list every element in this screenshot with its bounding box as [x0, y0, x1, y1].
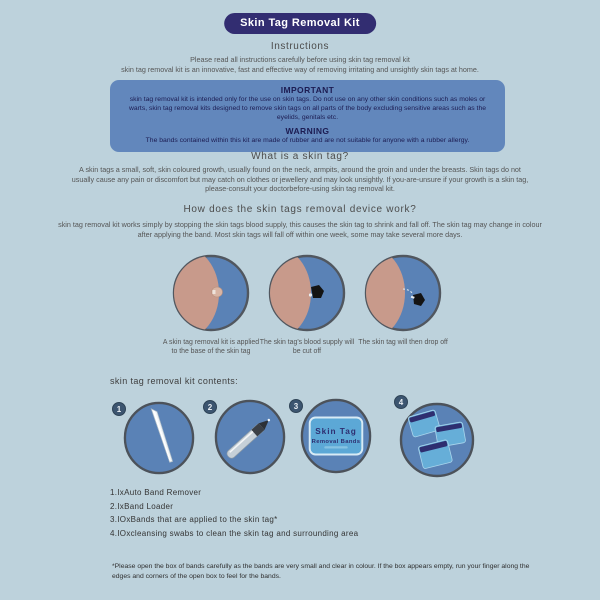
important-heading: IMPORTANT: [280, 85, 335, 95]
step-2-caption: The skin tag's blood supply will be cut off: [259, 339, 355, 355]
important-text: skin tag removal kit is intended only for the use on skin tags. Do not use on any other skin conditions such as moles or warts, skin tag removal kits designed to remove skin tags on all parts of the body excluding sensitive areas such as the eyelids, genitals etc.: [128, 96, 487, 121]
removal-bands-box-icon: [299, 397, 373, 475]
warning-text: The bands contained within this kit are made of rubber and are not suitable for anyone with a rubber allergy.: [145, 137, 470, 145]
auto-band-remover-icon: [122, 400, 196, 476]
contents-list: [110, 486, 358, 540]
contents-heading: skin tag removal kit contents:: [110, 376, 239, 386]
how-works-paragraph: skin tag removal kit works simply by stopping the skin tags blood supply, this causes the skin tag to shrink and fall off. The skin tag may change in colour after applying the band. Most skin tags will fall off within one week, some may take several more days.: [58, 220, 542, 239]
instructions-heading: Instructions: [270, 41, 330, 52]
kit-item-4: [390, 395, 476, 479]
contents-list-item-4: 4.IOxcleansing swabs to clean the skin tag and surrounding area: [110, 528, 359, 538]
step-2: [259, 253, 355, 357]
contents-list-item-3: 3.IOxBands that are applied to the skin tag*: [110, 515, 278, 524]
what-is-paragraph: A skin tags a small, soft, skin coloured growth, usually found on the neck, armpits, around the groin and under the breasts. Skin tags do not usually cause any pain or discomfort but may catch on clothes or jewellery and may look unsightly. If you-are-unsure if your growth is a skin tag, please-consult your doctorbefore-using skin tag removal kit.: [71, 165, 529, 194]
intro-line-2: skin tag removal kit is an innovative, fast and effective way of removing irritating and unsightly skin tags at home.: [121, 64, 479, 74]
step-3-caption: The skin tag will then drop off: [358, 339, 448, 346]
kit-item-3: [289, 397, 373, 475]
bands-box-title: Skin Tag: [315, 427, 357, 437]
what-is-heading: What is a skin tag?: [251, 151, 349, 162]
step-1-skin-illustration-icon: [171, 253, 251, 333]
band-loader-icon: [213, 398, 287, 476]
item-1-number-badge: 1: [112, 402, 126, 416]
item-3-number-badge: 3: [289, 399, 303, 413]
item-4-number-badge: 4: [394, 395, 408, 409]
contents-list-item-1: 1.IxAuto Band Remover: [110, 488, 202, 497]
step-1: [163, 253, 259, 357]
how-works-heading: How does the skin tags removal device work?: [183, 204, 417, 215]
step-3: [355, 253, 451, 357]
kit-item-1: [112, 400, 196, 476]
warning-heading: WARNING: [285, 126, 330, 137]
item-2-number-badge: 2: [203, 400, 217, 414]
important-warning-box: [110, 80, 505, 152]
intro-paragraph: [55, 55, 545, 74]
step-2-skin-illustration-icon: [267, 253, 347, 333]
kit-item-2: [203, 398, 287, 476]
footnote: *Please open the box of bands carefully as the bands are very small and clear in colour. If the box appears empty, run your finger along the edges and corners of the open box to feel for the bands.: [112, 563, 530, 581]
steps-row: [163, 253, 451, 357]
step-1-caption: A skin tag removal kit is applied to the base of the skin tag: [162, 339, 260, 355]
bands-box-subtitle: Removal Bands: [311, 438, 361, 445]
step-3-skin-illustration-icon: [363, 253, 443, 333]
title-pill: Skin Tag Removal Kit: [224, 13, 376, 34]
intro-line-1: Please read all instructions carefully before using skin tag removal kit: [190, 55, 410, 64]
contents-list-item-2: 2.IxBand Loader: [110, 501, 174, 511]
cleansing-swabs-icon: [398, 401, 476, 479]
